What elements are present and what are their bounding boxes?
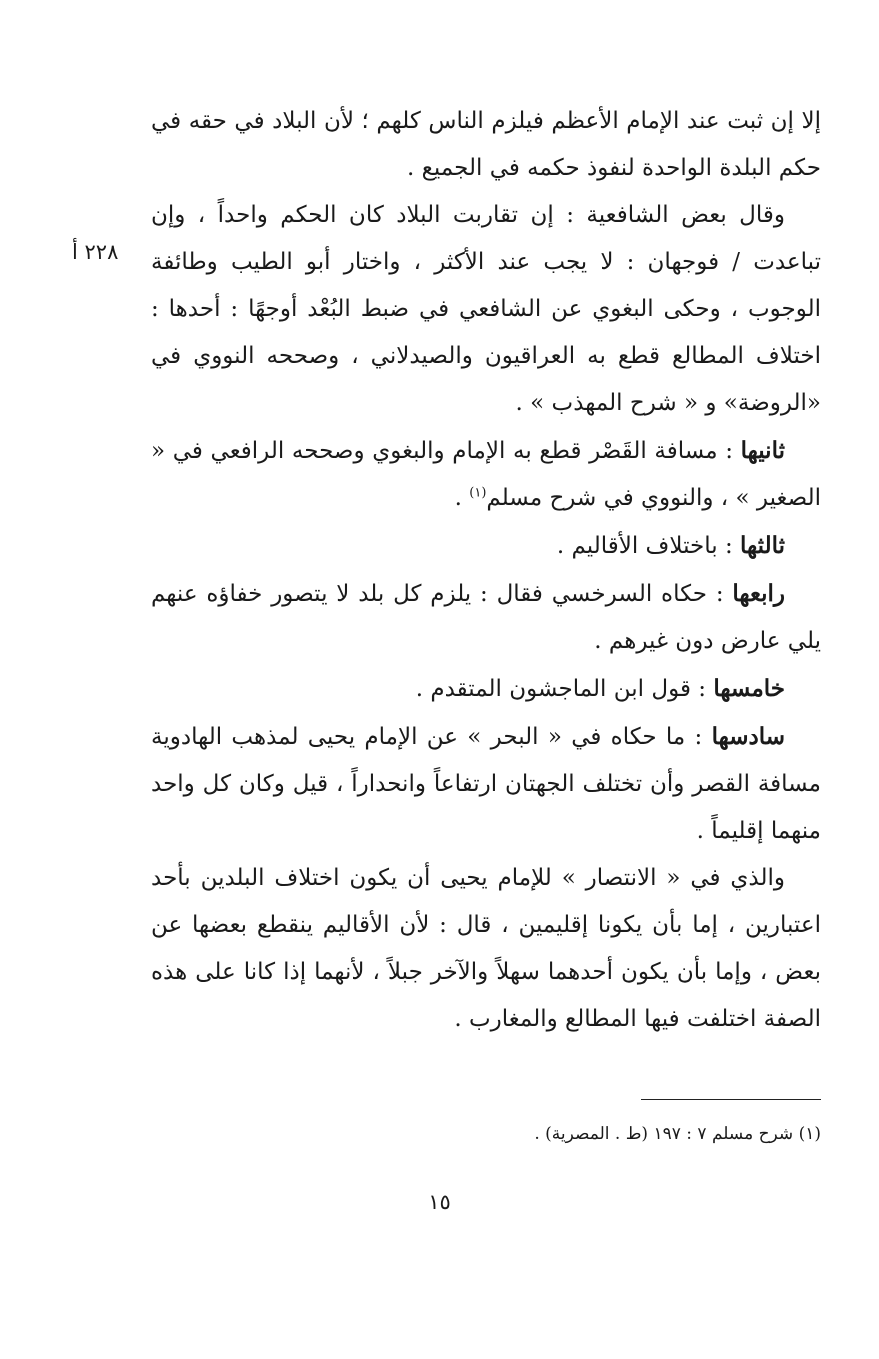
paragraph-3	[151, 427, 821, 522]
paragraph-1	[151, 98, 821, 192]
footnote-ref: (١)	[469, 485, 487, 501]
paragraph-text: : باختلاف الأقاليم .	[556, 533, 741, 559]
paragraph-text: إلا إن ثبت عند الإمام الأعظم فيلزم الناس كلهم ؛ لأن البلاد في حقه في حكم البلدة الواحدة لنفوذ حكمه في الجميع .	[151, 108, 821, 181]
paragraph-lead: سادسها	[711, 723, 785, 750]
paragraph-lead: ثانيها	[740, 437, 785, 464]
paragraph-text: : ما حكاه في « البحر » عن الإمام يحيى لمذهب الهادوية مسافة القصر وأن تختلف الجهتان ارتفاعاً وانحداراً ، قيل وكان كل واحد منهما إقليماً .	[151, 724, 821, 844]
paragraph-text: : قول ابن الماجشون المتقدم .	[415, 676, 714, 702]
paragraph-7	[151, 713, 821, 855]
paragraph-lead: رابعها	[732, 580, 785, 607]
paragraph-6	[151, 665, 821, 713]
paragraph-text: : مسافة القَصْر قطع به الإمام والبغوي وصححه الرافعي في « الصغير » ، والنووي في شرح مسلم	[151, 438, 821, 511]
paragraph-lead: خامسها	[713, 675, 785, 702]
footnote-divider	[641, 1099, 821, 1100]
paragraph-2	[151, 192, 821, 427]
paragraph-5	[151, 570, 821, 665]
paragraph-8	[151, 855, 821, 1043]
paragraph-text: : حكاه السرخسي فقال : يلزم كل بلد لا يتصور خفاؤه عنهم يلي عارض دون غيرهم .	[151, 581, 821, 654]
footnote: (١) شرح مسلم ٧ : ١٩٧ (ط . المصرية) .	[534, 1124, 821, 1144]
paragraph-text: والذي في « الانتصار » للإمام يحيى أن يكون اختلاف البلدين بأحد اعتبارين ، إما بأن يكونا إقليمين ، قال : لأن الأقاليم ينقطع بعضها عن بعض ، وإما بأن يكون أحدهما سهلاً والآخر جبلاً ، لأنهما إذا كانا على هذه الصفة اختلفت فيها المطالع والمغارب .	[151, 865, 821, 1032]
paragraph-tail: .	[454, 485, 470, 511]
paragraph-lead: ثالثها	[740, 532, 785, 559]
body-text	[151, 98, 821, 1043]
page-number: ١٥	[428, 1190, 451, 1214]
margin-folio-note: ٢٢٨ أ	[72, 240, 119, 264]
paragraph-4	[151, 522, 821, 570]
paragraph-text: وقال بعض الشافعية : إن تقاربت البلاد كان الحكم واحداً ، وإن تباعدت / فوجهان : لا يجب عند الأكثر ، واختار أبو الطيب وطائفة الوجوب ، وحكى البغوي عن الشافعي في ضبط البُعْد أوجهًا : أحدها : اختلاف المطالع قطع به العراقيون والصيدلاني ، وصححه النووي في «الروضة» و « شرح المهذب » .	[151, 202, 821, 416]
